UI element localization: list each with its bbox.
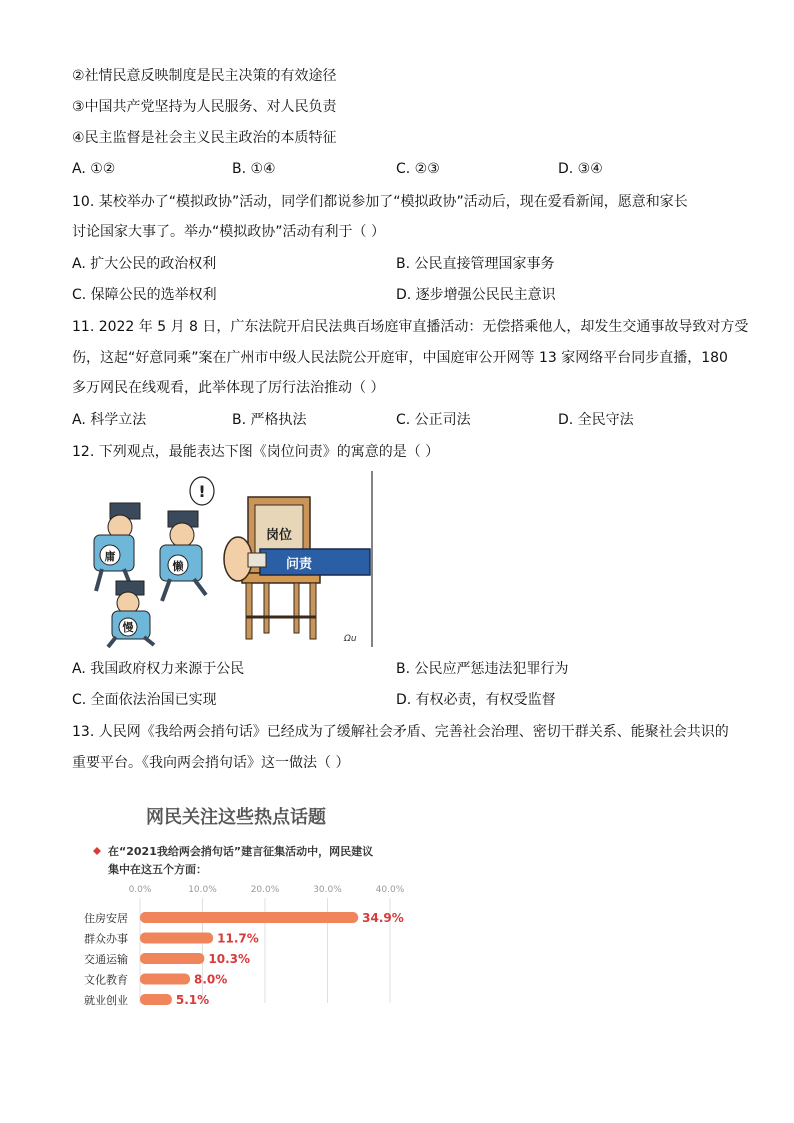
q10-stem-line1: 10. 某校举办了“模拟政协”活动，同学们都说参加了“模拟政协”活动后，现在爱看新闻，愿意和家长 (72, 194, 688, 210)
x-tick-label: 10.0% (188, 885, 217, 895)
bar (140, 933, 213, 944)
statement-3: ③中国共产党坚持为人民服务、对人民负责 (72, 99, 337, 115)
q10-option-a: A. 扩大公民的政治权利 (72, 256, 217, 272)
category-label: 文化教育 (84, 973, 128, 987)
x-tick-label: 20.0% (250, 885, 280, 895)
bar (140, 953, 204, 964)
bar (140, 994, 172, 1005)
sign-wenze: 问责 (286, 557, 313, 572)
official-figure-icon (160, 477, 214, 601)
bar (140, 912, 358, 923)
diamond-bullet-icon (93, 847, 101, 855)
value-label: 11.7% (217, 931, 259, 946)
badge-yong: 庸 (104, 550, 116, 563)
q10-option-d: D. 逐步增强公民民主意识 (396, 287, 556, 303)
cartoon-accountability (72, 469, 376, 649)
q11-stem-line2: 伤，这起“好意同乘”案在广州市中级人民法院公开庭审，中国庭审公开网等 13 家网络平台同步直播，180 (72, 350, 728, 366)
value-label: 10.3% (208, 952, 251, 966)
q11-option-d: D. 全民守法 (558, 412, 634, 428)
chart-subtitle-line2: 集中在这五个方面： (108, 863, 207, 876)
q12-option-c: C. 全面依法治国已实现 (72, 692, 217, 708)
q13-stem-line1: 13. 人民网《我给两会捎句话》已经成为了缓解社会矛盾、完善社会治理、密切干群关系、能聚社会共识的 (72, 724, 729, 740)
value-label: 34.9% (362, 911, 404, 925)
exclamation-mark: ! (198, 482, 206, 501)
q11-option-b: B. 严格执法 (232, 412, 307, 428)
q11-stem-line1: 11. 2022 年 5 月 8 日，广东法院开启民法典百场庭审直播活动：无偿搭乘他人，却发生交通事故导致对方受 (72, 319, 749, 335)
q11-option-a: A. 科学立法 (72, 412, 147, 428)
q10-stem-line2: 讨论国家大事了。举办“模拟政协”活动有利于（ ） (72, 224, 385, 240)
x-tick-label: 40.0% (375, 885, 405, 895)
q12-option-b: B. 公民应严惩违法犯罪行为 (396, 661, 569, 677)
chart-subtitle-line1: 在“2021我给两会捎句话”建言征集活动中，网民建议 (108, 845, 374, 858)
artist-signature: Ωu (344, 634, 357, 644)
badge-lan: 懒 (172, 560, 184, 573)
q12-option-a: A. 我国政府权力来源于公民 (72, 661, 245, 677)
q13-stem-line2: 重要平台。《我向两会捎句话》这一做法（ ） (72, 755, 350, 771)
q9-option-b: B. ①④ (232, 161, 276, 177)
chart-title: 网民关注这些热点话题 (146, 807, 326, 828)
q9-option-c: C. ②③ (396, 161, 440, 177)
q12-option-d: D. 有权必责，有权受监督 (396, 692, 556, 708)
sign-gangwei: 岗位 (265, 528, 293, 543)
bar (140, 974, 190, 985)
official-figure-icon (108, 581, 154, 647)
q10-option-c: C. 保障公民的选举权利 (72, 287, 217, 303)
category-label: 群众办事 (84, 932, 128, 946)
q9-option-a: A. ①② (72, 161, 116, 177)
value-label: 8.0% (194, 972, 228, 987)
category-label: 交通运输 (84, 953, 128, 966)
q11-option-c: C. 公正司法 (396, 412, 471, 428)
q12-stem: 12. 下列观点，最能表达下图《岗位问责》的寓意的是（ ） (72, 444, 440, 460)
official-figure-icon (94, 503, 140, 591)
category-label: 就业创业 (84, 994, 128, 1007)
q11-stem-line3: 多万网民在线观看，此举体现了厉行法治推动（ ） (72, 380, 385, 396)
statement-4: ④民主监督是社会主义民主政治的本质特征 (72, 130, 337, 146)
statement-2: ②社情民意反映制度是民主决策的有效途径 (72, 68, 337, 84)
category-label: 住房安居 (84, 912, 128, 925)
q9-option-d: D. ③④ (558, 161, 603, 177)
q10-option-b: B. 公民直接管理国家事务 (396, 256, 555, 272)
x-tick-label: 30.0% (313, 885, 342, 895)
value-label: 5.1% (175, 993, 210, 1007)
hot-topics-chart (80, 798, 410, 1008)
badge-man: 慢 (122, 621, 134, 634)
x-tick-label: 0.0% (128, 885, 152, 895)
